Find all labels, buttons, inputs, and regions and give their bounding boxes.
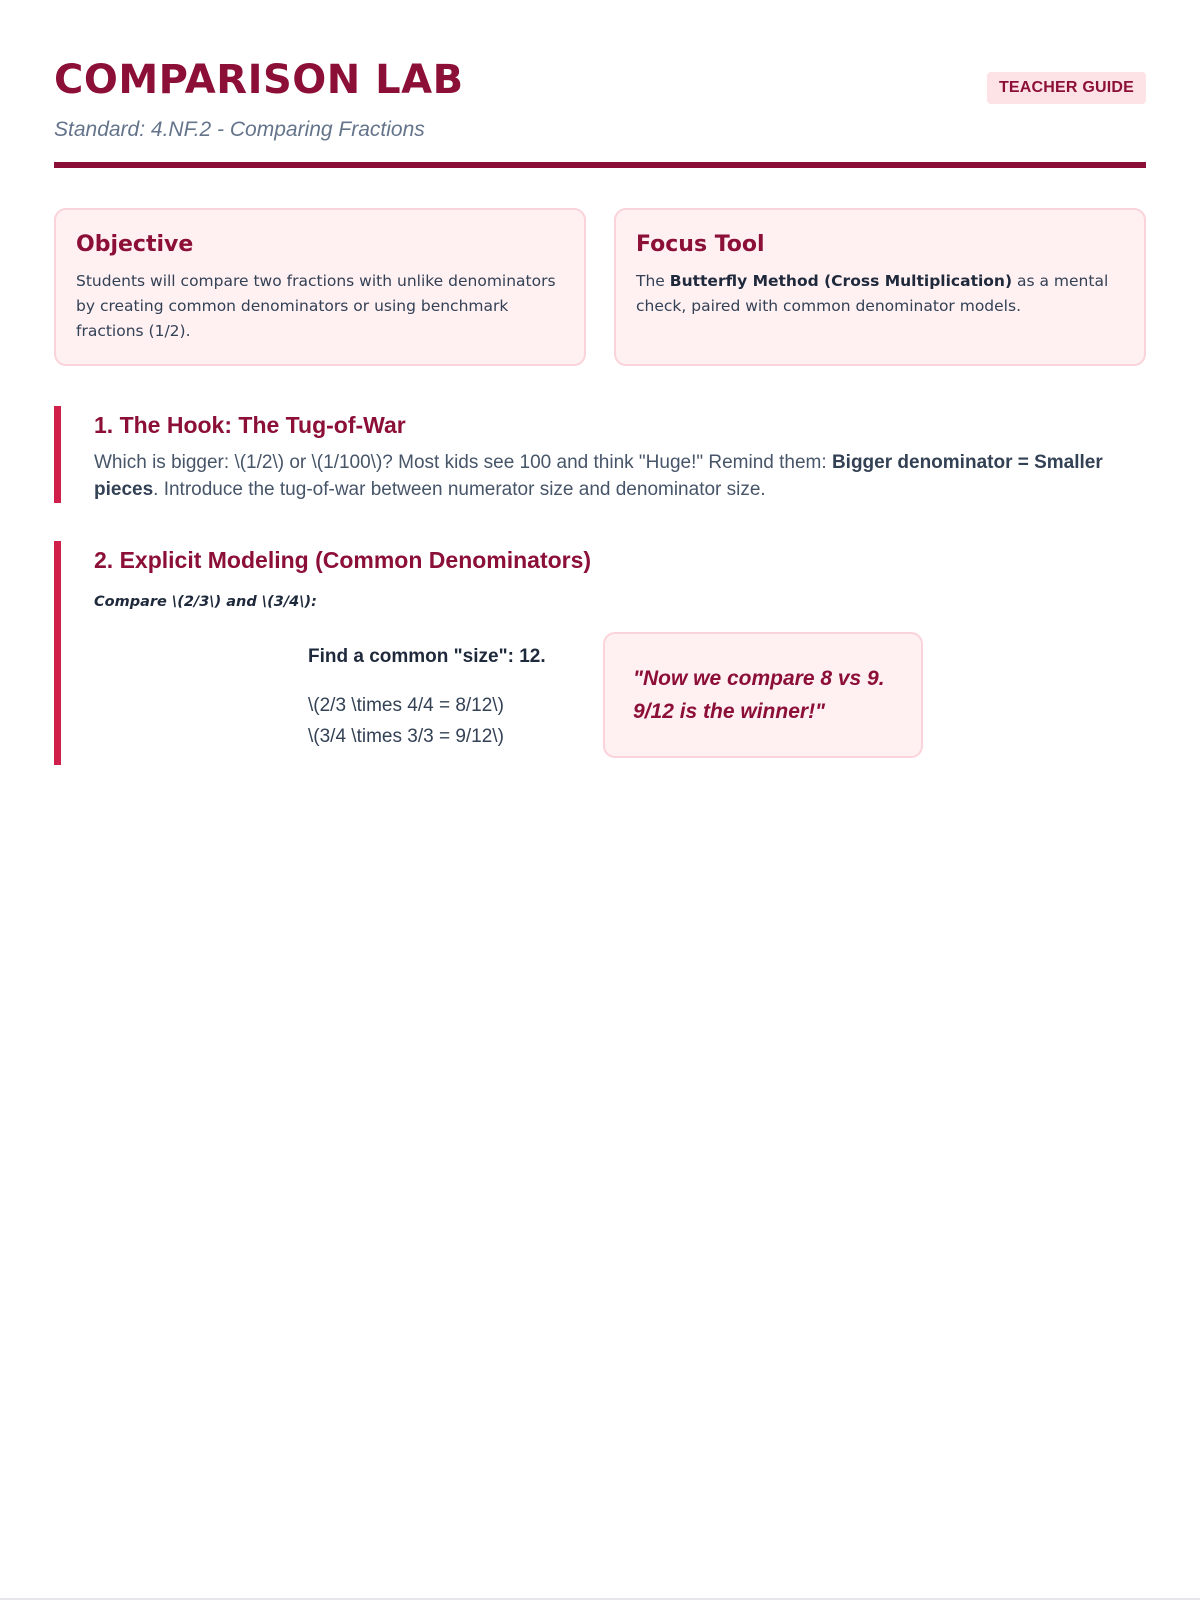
modeling-title: 2. Explicit Modeling (Common Denominators)	[94, 547, 592, 573]
focus-tool-title: Focus Tool	[636, 232, 765, 257]
page-header	[54, 0, 1146, 168]
page-title: COMPARISON LAB	[54, 57, 464, 103]
focus-tool-text-prefix: The	[636, 272, 670, 290]
teacher-quote-box: "Now we compare 8 vs 9. 9/12 is the winner!"	[603, 632, 923, 758]
equation-two: \(3/4 \times 3/3 = 9/12\)	[308, 726, 504, 747]
compare-prompt: Compare \(2/3\) and \(3/4\):	[94, 594, 317, 610]
hook-key-idea: Bigger denominator = Smaller pieces	[94, 452, 1103, 500]
objective-card	[54, 208, 586, 366]
hook-title: 1. The Hook: The Tug-of-War	[94, 412, 406, 438]
common-size-step: Find a common "size": 12.	[308, 646, 546, 667]
hook-text-suffix: . Introduce the tug-of-war between numerator size and denominator size.	[153, 479, 766, 500]
objective-body: Students will compare two fractions with unlike denominators by creating common denominators or using benchmark fractions (1/2).	[76, 272, 556, 340]
objective-title: Objective	[76, 232, 194, 257]
info-cards	[54, 208, 1146, 366]
equation-one: \(2/3 \times 4/4 = 8/12\)	[308, 695, 504, 716]
standard-subtitle: Standard: 4.NF.2 - Comparing Fractions	[54, 118, 425, 141]
hook-text	[94, 449, 1146, 503]
model-row	[94, 632, 1146, 762]
focus-tool-card	[614, 208, 1146, 366]
hook-section	[54, 406, 1146, 503]
focus-tool-text-suffix: as a mental check, paired with common denominator models.	[636, 272, 1109, 315]
teacher-guide-badge: TEACHER GUIDE	[987, 72, 1146, 104]
hook-text-prefix: Which is bigger: \(1/2\) or \(1/100\)? Most kids see 100 and think "Huge!" Remind them:	[94, 452, 832, 473]
focus-tool-method: Butterfly Method (Cross Multiplication)	[669, 272, 1013, 290]
focus-tool-body	[636, 269, 1124, 319]
modeling-section	[54, 541, 1146, 765]
modeling-steps	[308, 646, 546, 752]
